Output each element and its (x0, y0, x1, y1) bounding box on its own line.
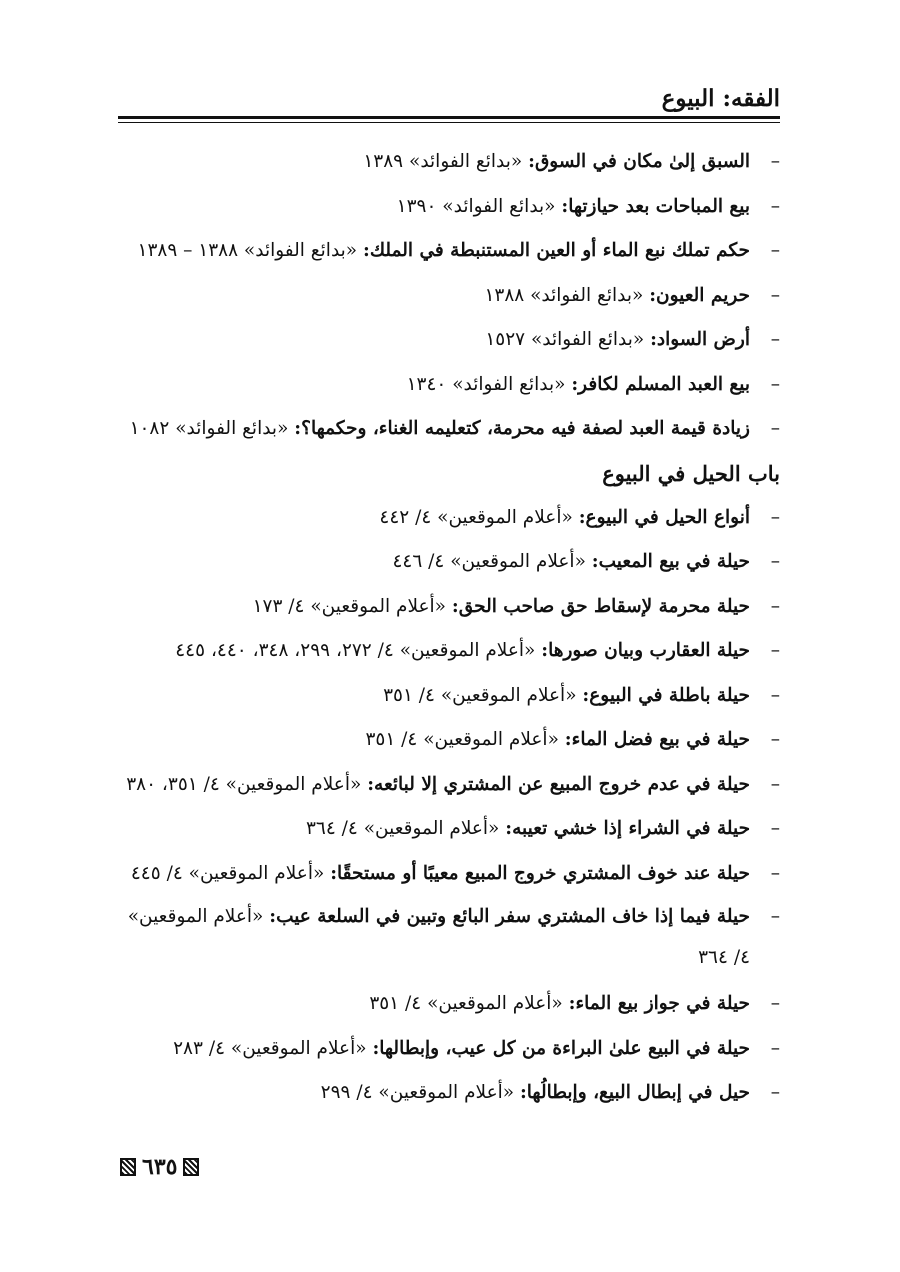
dash-bullet: – (770, 418, 780, 439)
dash-bullet: – (770, 284, 780, 306)
index-entry: – حيلة محرمة لإسقاط حق صاحب الحق: «أعلام الموقعين» ٤/ ١٧٣ (120, 585, 780, 630)
dash-bullet: – (770, 729, 780, 750)
dash-bullet: – (770, 1037, 780, 1059)
dash-bullet: – (770, 506, 780, 528)
dash-bullet: – (770, 195, 780, 217)
dash-bullet: – (770, 329, 780, 350)
dash-bullet: – (770, 373, 780, 395)
dash-bullet: – (770, 818, 780, 839)
index-entry: – حكم تملك نبع الماء أو العين المستنبطة في الملك: «بدائع الفوائد» ١٣٨٨ – ١٣٨٩ (120, 229, 780, 274)
dash-bullet: – (770, 906, 780, 927)
index-entry: – حيلة في عدم خروج المبيع عن المشتري إلا لبائعه: «أعلام الموقعين» ٤/ ٣٥١، ٣٨٠ (120, 763, 780, 808)
decorative-square-icon (120, 1158, 136, 1176)
index-entry: – حيلة في البيع علىٰ البراءة من كل عيب، وإبطالها: «أعلام الموقعين» ٤/ ٢٨٣ (120, 1027, 780, 1072)
index-entry: – حيلة في الشراء إذا خشي تعيبه: «أعلام الموقعين» ٤/ ٣٦٤ (120, 807, 780, 852)
index-entry: – حيلة في بيع فضل الماء: «أعلام الموقعين» ٤/ ٣٥١ (120, 718, 780, 763)
index-entry: – أرض السواد: «بدائع الفوائد» ١٥٢٧ (120, 318, 780, 363)
section-heading: باب الحيل في البيوع (602, 460, 780, 486)
dash-bullet: – (770, 862, 780, 884)
index-entry: – بيع المباحات بعد حيازتها: «بدائع الفوائد» ١٣٩٠ (120, 185, 780, 230)
index-entries (120, 140, 780, 1116)
dash-bullet: – (770, 640, 780, 661)
header-rule-thin (118, 122, 780, 123)
page-header-title: الفقه: البيوع (661, 85, 780, 112)
index-entry: – أنواع الحيل في البيوع: «أعلام الموقعين» ٤/ ٤٤٢ (120, 496, 780, 541)
index-entry: – حيلة في بيع المعيب: «أعلام الموقعين» ٤/ ٤٤٦ (120, 540, 780, 585)
dash-bullet: – (770, 240, 780, 261)
dash-bullet: – (770, 684, 780, 706)
header-rule-thick (118, 116, 780, 119)
dash-bullet: – (770, 595, 780, 617)
index-entry: – بيع العبد المسلم لكافر: «بدائع الفوائد» ١٣٤٠ (120, 363, 780, 408)
index-entry: – حيلة فيما إذا خاف المشتري سفر البائع وتبين في السلعة عيب: «أعلام الموقعين» ٤/ ٣٦٤ (120, 896, 780, 982)
dash-bullet: – (770, 773, 780, 795)
index-entry: – حيلة العقارب وبيان صورها: «أعلام الموقعين» ٤/ ٢٧٢، ٢٩٩، ٣٤٨، ٤٤٠، ٤٤٥ (120, 629, 780, 674)
index-entry: – زيادة قيمة العبد لصفة فيه محرمة، كتعليمه الغناء، وحكمها؟: «بدائع الفوائد» ١٠٨٢ (120, 407, 780, 452)
index-entry: – حريم العيون: «بدائع الفوائد» ١٣٨٨ (120, 274, 780, 319)
index-entry: – حيلة عند خوف المشتري خروج المبيع معيبًا أو مستحقًا: «أعلام الموقعين» ٤/ ٤٤٥ (120, 852, 780, 897)
index-entry: – حيلة في جواز بيع الماء: «أعلام الموقعين» ٤/ ٣٥١ (120, 982, 780, 1027)
dash-bullet: – (770, 151, 780, 172)
index-entry: – حيل في إبطال البيع، وإبطالُها: «أعلام الموقعين» ٤/ ٢٩٩ (120, 1071, 780, 1116)
dash-bullet: – (770, 993, 780, 1014)
page-footer (120, 1152, 199, 1182)
dash-bullet: – (770, 551, 780, 572)
index-entry: – السبق إلىٰ مكان في السوق: «بدائع الفوائد» ١٣٨٩ (120, 140, 780, 185)
page-number: ٦٣٥ (142, 1154, 178, 1180)
dash-bullet: – (770, 1082, 780, 1103)
index-entry: – حيلة باطلة في البيوع: «أعلام الموقعين» ٤/ ٣٥١ (120, 674, 780, 719)
decorative-square-icon (183, 1158, 199, 1176)
